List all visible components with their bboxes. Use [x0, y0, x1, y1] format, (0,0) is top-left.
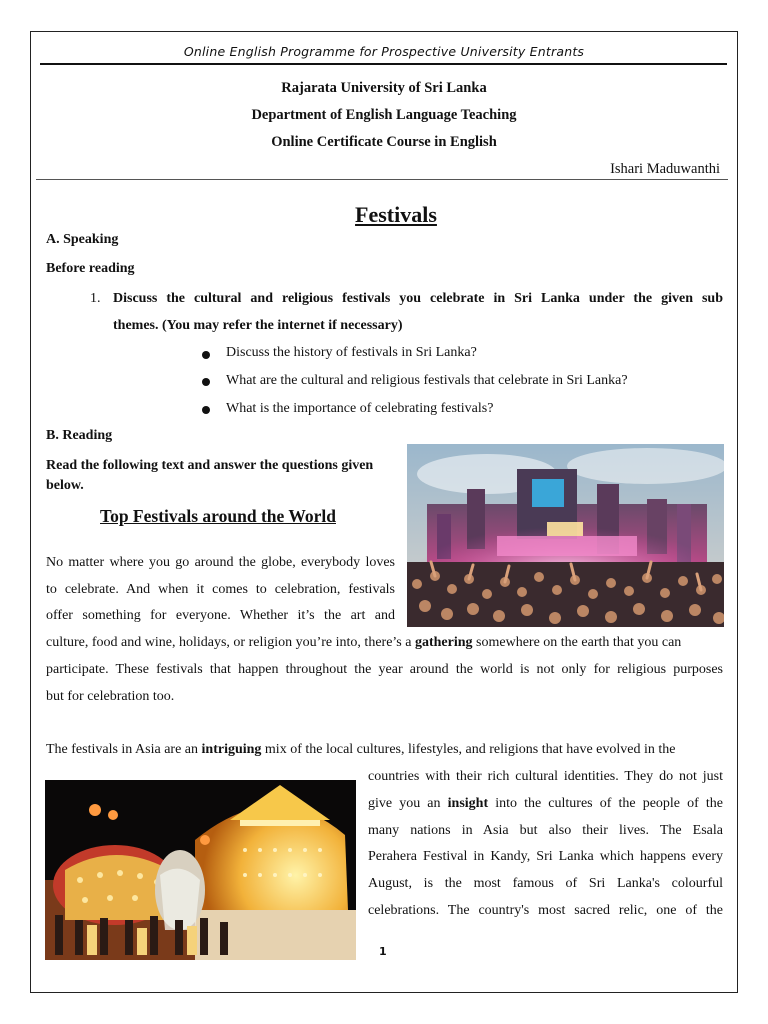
paragraph-1-line-2: to celebrate. And when it comes to celebration, festivals: [46, 582, 395, 597]
question-line-1: Discuss the cultural and religious festivals you celebrate in Sri Lanka under the given sub: [113, 291, 723, 306]
author-name: Ishari Maduwanthi: [610, 161, 720, 177]
text-run: The festivals in Asia are an: [46, 742, 202, 757]
paragraph-2-line-3: [368, 796, 723, 812]
paragraph-1-line-5: participate. These festivals that happen throughout the year around the world is not only for religious purposes: [46, 662, 723, 677]
paragraph-2-line-2: countries with their rich cultural identities. They do not just: [368, 769, 723, 784]
course-name: Online Certificate Course in English: [271, 134, 497, 150]
text-run: culture, food and wine, holidays, or religion you’re into, there’s a: [46, 635, 415, 650]
paragraph-2-line-6: August, is the most famous of Sri Lanka's colourful: [368, 876, 723, 891]
paragraph-1-line-4: [46, 635, 681, 651]
text-run: mix of the local cultures, lifestyles, and religions that have evolved in the: [261, 742, 676, 757]
bullet-dot: [202, 406, 210, 414]
paragraph-1-line-6: but for celebration too.: [46, 689, 175, 704]
reading-instruction-line-1: Read the following text and answer the questions given: [46, 458, 374, 473]
bullet-dot: [202, 351, 210, 359]
vocab-intriguing: intriguing: [201, 742, 262, 757]
vocab-gathering: gathering: [414, 635, 473, 650]
before-reading-heading: Before reading: [46, 261, 135, 276]
text-run: give you an: [368, 796, 448, 811]
section-a-heading: A. Speaking: [46, 232, 119, 247]
paragraph-2-line-4: many nations in Asia but also their lives. The Esala: [368, 823, 723, 838]
author-rule: [36, 179, 728, 180]
paragraph-2-line-1: [46, 742, 675, 758]
page-title: Festivals: [355, 202, 437, 227]
vocab-insight: insight: [447, 796, 489, 811]
department-name: Department of English Language Teaching: [251, 107, 517, 123]
text-run: into the cultures of the people of the: [488, 796, 723, 811]
running-header: Online English Programme for Prospective University Entrants: [183, 44, 585, 59]
question-line-2: themes. (You may refer the internet if necessary): [113, 318, 403, 333]
bullet-item-2: What are the cultural and religious festivals that celebrate in Sri Lanka?: [226, 373, 628, 388]
text-run: somewhere on the earth that you can: [472, 635, 682, 650]
section-b-heading: B. Reading: [46, 428, 113, 443]
festival-concert-photo: [407, 444, 724, 627]
article-title: Top Festivals around the World: [100, 506, 336, 526]
university-name: Rajarata University of Sri Lanka: [281, 80, 487, 96]
bullet-item-3: What is the importance of celebrating festivals?: [226, 401, 494, 416]
reading-instruction-line-2: below.: [46, 478, 84, 493]
paragraph-2-line-5: Perahera Festival in Kandy, Sri Lanka which happens every: [368, 849, 723, 864]
question-number: 1.: [90, 291, 101, 306]
paragraph-2-line-7: celebrations. The country's most sacred relic, one of the: [368, 903, 723, 918]
paragraph-1-line-1: No matter where you go around the globe, everybody loves: [46, 555, 395, 570]
esala-perahera-photo: [45, 780, 356, 960]
header-rule: [40, 63, 727, 65]
paragraph-1-line-3: offer something for everyone. Whether it’s the art and: [46, 608, 395, 623]
bullet-item-1: Discuss the history of festivals in Sri Lanka?: [226, 345, 477, 360]
bullet-dot: [202, 378, 210, 386]
page-number: 1: [379, 945, 387, 958]
